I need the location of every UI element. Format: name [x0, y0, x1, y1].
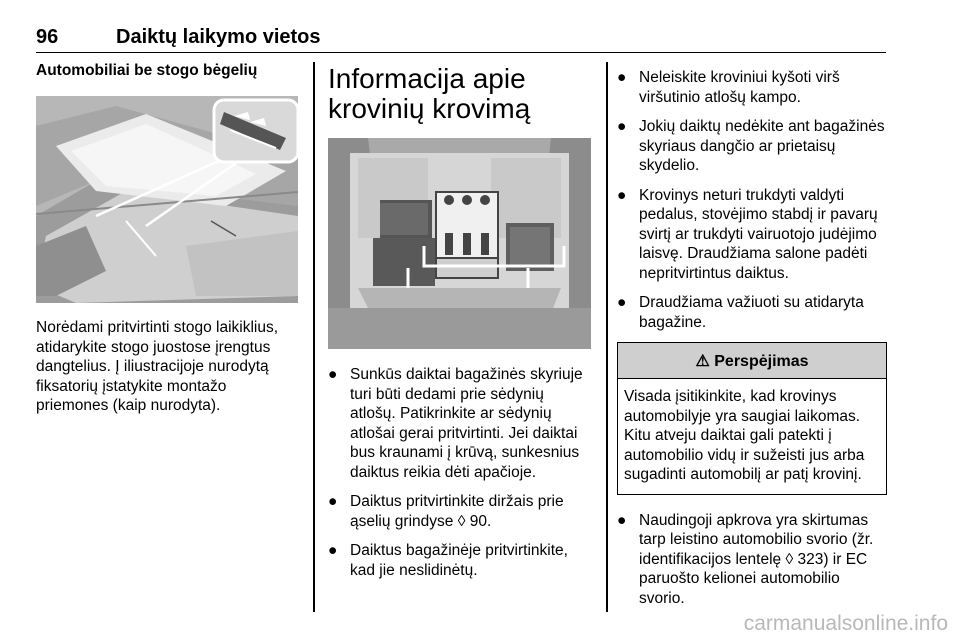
middle-column [328, 62, 593, 590]
section-title-line-1: Informacija apie [328, 63, 526, 94]
list-item [328, 365, 593, 482]
bullet-icon: ● [328, 366, 338, 383]
list-item [617, 117, 887, 176]
bullet-text: Krovinys neturi trukdyti valdyti pedalus, stovėjimo stabdį ir pavarų svirtį ar trukdyti vairuotojo judėjimo laisvę. Draudžiama salone padėti nepritvirtintus daiktus. [639, 186, 878, 282]
bullet-text: Sunkūs daiktai bagažinės skyriuje turi būti dedami prie sėdynių atlošų. Patikrinkite ar sėdynių atlošai gerai pritvirtinti. Jei daiktai bus kraunami į krūvą, sunkesnius daiktus reikia dėti apačioje. [350, 366, 583, 481]
watermark-text: carmanualsonline.info [743, 612, 948, 635]
roof-instructions: Norėdami pritvirtinti stogo laikiklius, atidarykite stogo juostose įrengtus dangtelius. Į iliustracijoje nurodytą fiksatorių įstatykite montažo priemones (kaip nurodyta). [36, 319, 279, 414]
cargo-bullet-list [328, 365, 593, 580]
right-column [617, 68, 887, 618]
list-item [617, 68, 887, 107]
warning-text: Visada įsitikinkite, kad krovinys automobilyje yra saugiai laikomas. Kitu atveju daiktai gali patekti į automobilio vidų ir sužeisti jus arba sugadinti automobilį ar patį krovinį. [624, 388, 865, 483]
list-item [328, 492, 593, 531]
section-title-line-2: krovinių krovimą [328, 93, 531, 124]
page-ref-link[interactable]: 90. [469, 512, 492, 530]
list-item [617, 186, 887, 284]
bullet-icon: ● [328, 493, 338, 510]
list-item [617, 511, 887, 609]
page-ref-triangle-icon: ◊ [785, 550, 794, 568]
warning-triangle-icon: ⚠ [695, 353, 710, 370]
column-divider [313, 62, 315, 612]
bullet-icon: ● [617, 69, 627, 86]
page-ref-triangle-icon: ◊ [457, 512, 466, 530]
cargo-illustration [328, 138, 591, 349]
payload-bullet-list [617, 511, 887, 609]
chapter-title: Daiktų laikymo vietos [116, 26, 321, 48]
bullet-text: Daiktus bagažinėje pritvirtinkite, kad jie neslidinėtų. [350, 542, 568, 579]
list-item [617, 293, 887, 332]
bullet-text: Jokių daiktų nedėkite ant bagažinės skyriaus dangčio ar prietaisų skydelio. [639, 118, 885, 174]
bullet-icon: ● [617, 511, 627, 529]
list-item [328, 541, 593, 580]
bullet-icon: ● [617, 186, 627, 204]
bullet-text: Neleiskite kroviniui kyšoti virš viršutinio atlošų kampo. [639, 69, 840, 106]
bullet-icon: ● [617, 118, 627, 135]
section-title [328, 64, 593, 124]
bullet-text: Naudingoji apkrova yra skirtumas tarp leistino automobilio svorio (žr. identifikacijos lentelę [639, 511, 874, 568]
bullet-icon: ● [328, 542, 338, 559]
roof-subheading: Automobiliai be stogo bėgelių [36, 62, 258, 79]
warning-box [617, 342, 887, 495]
warning-title: Perspėjimas [714, 353, 809, 370]
page-header [36, 26, 886, 53]
roof-illustration [36, 96, 298, 303]
page-number: 96 [36, 26, 59, 48]
loading-bullet-list [617, 68, 887, 332]
left-column [36, 62, 298, 416]
page-ref-link[interactable]: 323) ir EC paruošto kelionei automobilio svorio. [639, 550, 868, 607]
bullet-text: Daiktus pritvirtinkite diržais prie ąselių grindyse [350, 493, 564, 530]
warning-header [618, 343, 886, 379]
column-divider [606, 62, 608, 612]
bullet-icon: ● [617, 294, 627, 311]
bullet-text: Draudžiama važiuoti su atidaryta bagažine. [639, 294, 864, 331]
